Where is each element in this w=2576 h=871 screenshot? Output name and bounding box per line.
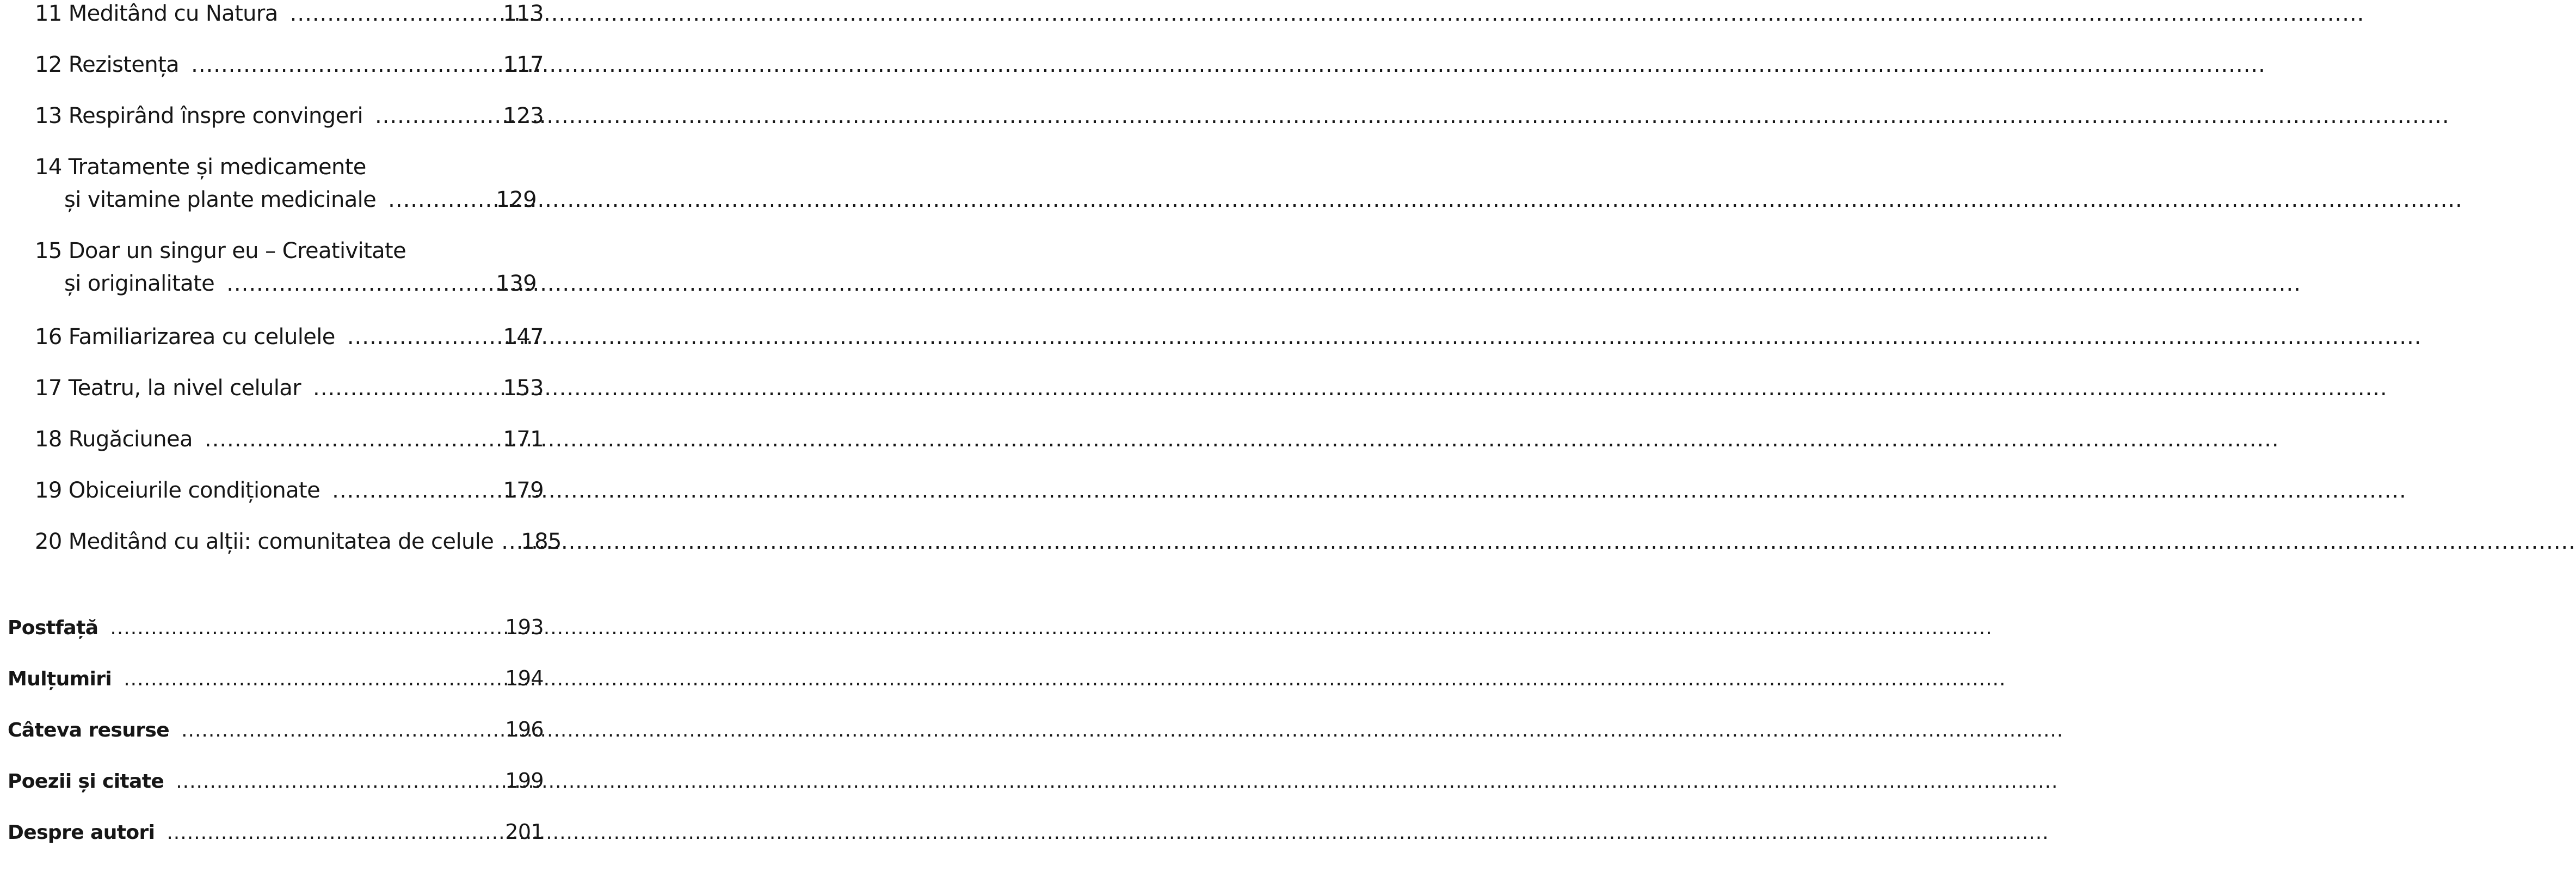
chapter-title: Tratamente și medicamente — [68, 155, 366, 180]
page-number: 117 — [503, 52, 544, 77]
dot-leader — [501, 529, 512, 554]
chapter-title: Rugăciunea — [68, 427, 193, 452]
toc-entry-postfata[interactable] — [0, 614, 565, 666]
dot-leader — [226, 271, 487, 296]
chapter-title: Respirând înspre convingeri — [68, 103, 363, 128]
chapter-title: Meditând cu alții: comunitatea de celule — [68, 529, 494, 554]
page-number: 153 — [503, 376, 544, 401]
chapter-number: 12 — [35, 52, 62, 77]
chapter-number: 18 — [35, 427, 62, 452]
page-number: 147 — [503, 324, 544, 349]
toc-entry-chapter-18[interactable] — [0, 426, 565, 478]
chapter-number: 19 — [35, 478, 62, 503]
chapter-number: 14 — [35, 155, 62, 180]
page-number: 139 — [496, 271, 537, 296]
toc-entry-poezii[interactable] — [0, 768, 565, 820]
toc-entry-chapter-11[interactable] — [0, 0, 565, 52]
toc-entry-chapter-17[interactable] — [0, 375, 565, 427]
dot-leader — [290, 1, 495, 26]
chapter-number: 13 — [35, 103, 62, 128]
page-number: 196 — [505, 717, 544, 741]
toc-entry-despre-autori[interactable] — [0, 819, 565, 871]
dot-leader — [205, 427, 495, 452]
chapter-title-continuation: și vitamine plante medicinale — [64, 187, 377, 212]
dot-leader — [124, 668, 496, 690]
dot-leader — [313, 376, 494, 401]
toc-entry-chapter-20[interactable] — [0, 528, 565, 580]
chapter-title: Obiceiurile condiționate — [68, 478, 321, 503]
page-number: 171 — [503, 427, 544, 452]
toc-entry-chapter-19[interactable] — [0, 477, 565, 529]
dot-leader — [167, 821, 496, 844]
dot-leader — [347, 324, 495, 349]
dot-leader — [388, 187, 487, 212]
page-number: 193 — [505, 615, 544, 639]
toc-entry-chapter-14[interactable] — [0, 155, 565, 225]
toc-entry-chapter-13[interactable] — [0, 102, 565, 155]
section-title: Câteva resurse — [8, 719, 170, 741]
section-title: Postfață — [8, 617, 98, 639]
dot-leader — [375, 103, 494, 128]
page-number: 194 — [505, 666, 544, 690]
chapter-number: 11 — [35, 1, 62, 26]
dot-leader — [191, 52, 494, 77]
table-of-contents — [0, 0, 565, 871]
toc-entry-chapter-12[interactable] — [0, 51, 565, 103]
chapter-number: 20 — [35, 529, 62, 554]
chapter-title: Doar un singur eu – Creativitate — [68, 238, 406, 263]
toc-entry-resurse[interactable] — [0, 716, 565, 769]
chapter-title: Familiarizarea cu celulele — [68, 324, 335, 349]
chapter-title: Meditând cu Natura — [68, 1, 278, 26]
dot-leader — [176, 770, 496, 793]
toc-entry-chapter-16[interactable] — [0, 323, 565, 376]
chapter-number: 17 — [35, 376, 62, 401]
dot-leader — [332, 478, 494, 503]
chapter-title: Teatru, la nivel celular — [68, 376, 301, 401]
chapter-title-continuation: și originalitate — [64, 271, 215, 296]
section-title: Poezii și citate — [8, 770, 164, 793]
page-number: 199 — [505, 769, 544, 793]
dot-leader — [181, 719, 496, 741]
dot-leader — [110, 617, 496, 639]
chapter-title: Rezistența — [68, 52, 180, 77]
page-number: 129 — [496, 187, 537, 212]
page-number: 201 — [505, 820, 544, 844]
section-title: Despre autori — [8, 821, 155, 844]
toc-entry-chapter-15[interactable] — [0, 238, 565, 309]
page-number: 185 — [521, 529, 562, 554]
section-title: Mulțumiri — [8, 668, 112, 690]
page-number: 113 — [503, 1, 544, 26]
toc-entry-multumiri[interactable] — [0, 665, 565, 717]
chapter-number: 15 — [35, 238, 62, 263]
chapter-number: 16 — [35, 324, 62, 349]
page-number: 179 — [503, 478, 544, 503]
page-number: 123 — [503, 103, 544, 128]
